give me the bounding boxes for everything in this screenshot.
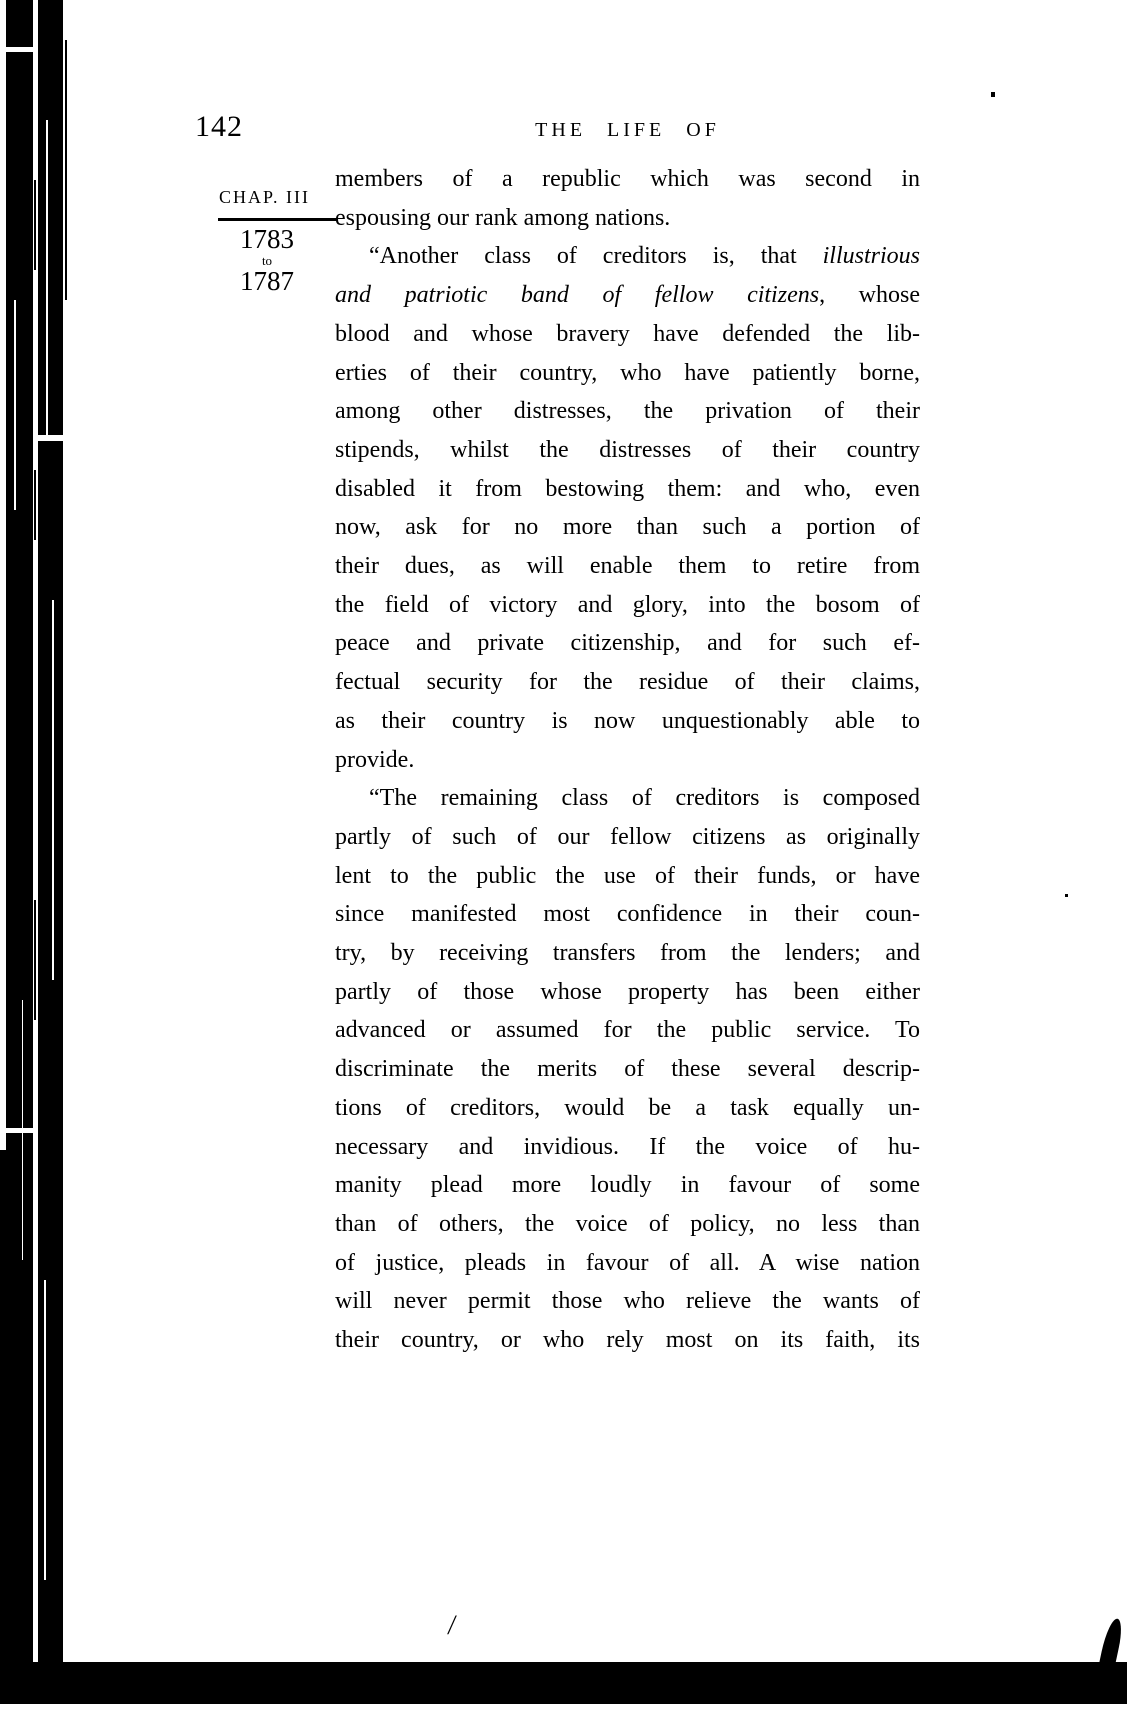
binding-shadow-band [38,0,63,1704]
text-segment: disabled it from bestowing them: and who, even [335,475,920,502]
text-line [335,586,920,625]
text-segment: their dues, as will enable them to retire from [335,553,920,580]
text-line [335,1089,920,1128]
date-to: 1787 [240,266,294,296]
text-segment: tions of creditors, would be a task equally un- [335,1094,920,1121]
text-segment: stipends, whilst the distresses of their country [335,436,920,463]
text-line [335,663,920,702]
binding-shadow-band [0,1150,7,1704]
text-line [335,895,920,934]
binding-shadow-notch [6,1128,33,1133]
bottom-scan-bar [0,1662,1127,1704]
text-segment: advanced or assumed for the public service. To [335,1017,920,1044]
text-segment: discriminate the merits of these several descrip- [335,1056,920,1083]
text-segment: “Another class of creditors is, that [369,243,823,270]
running-head: THE LIFE OF [535,119,720,141]
text-line [335,1050,920,1089]
text-line [335,508,920,547]
text-line [335,818,920,857]
text-line [335,276,920,315]
italic-text-segment: and patriotic band of fellow citizens [335,282,820,309]
binding-shadow-hairline [34,180,36,270]
text-segment: provide. [335,746,415,773]
binding-shadow-hairline [65,40,67,300]
text-segment: lent to the public the use of their funds, or have [335,862,920,889]
text-segment: now, ask for no more than such a portion of [335,514,920,541]
text-segment: necessary and invidious. If the voice of hu- [335,1133,920,1160]
text-line [335,973,920,1012]
body-text [335,160,920,1360]
chapter-label: CHAP. III [219,187,311,207]
binding-shadow-hairline [34,900,36,1020]
binding-shadow-streak [52,600,54,980]
text-segment: blood and whose bravery have defended the lib- [335,320,920,347]
text-segment: , whose [819,282,921,309]
text-segment: “The remaining class of creditors is composed [369,785,920,812]
text-segment: members of a republic which was second in [335,166,920,192]
stray-slash-mark: / [446,1610,458,1641]
chapter-rule [218,218,337,221]
text-line [335,1205,920,1244]
text-segment: erties of their country, who have patiently borne, [335,359,920,386]
text-segment: partly of such of our fellow citizens as originally [335,823,920,850]
text-line [335,779,920,818]
text-line [335,1321,920,1360]
text-line [335,547,920,586]
text-line [335,1128,920,1167]
date-from: 1783 [240,224,294,254]
text-line [335,1282,920,1321]
binding-shadow-notch [38,435,63,441]
text-line [335,315,920,354]
ink-speck [1065,894,1068,897]
text-line [335,354,920,393]
text-segment: try, by receiving transfers from the lenders; and [335,940,920,967]
binding-shadow-streak [44,1280,46,1580]
text-line [335,199,920,238]
date-connector: to [261,253,273,268]
binding-shadow-streak [46,120,48,440]
text-segment: the field of victory and glory, into the bosom of [335,591,920,618]
text-line [335,624,920,663]
text-segment: as their country is now unquestionably able to [335,707,920,734]
text-line [335,857,920,896]
text-line [335,934,920,973]
text-line [335,1244,920,1283]
text-line [335,392,920,431]
text-segment: partly of those whose property has been either [335,978,920,1005]
text-segment: espousing our rank among nations. [335,204,671,231]
page-number: 142 [195,110,243,143]
text-line [335,237,920,276]
text-segment: peace and private citizenship, and for such ef- [335,630,920,657]
text-line [335,1011,920,1050]
text-line [335,1166,920,1205]
binding-shadow-notch [6,47,33,52]
text-segment: of justice, pleads in favour of all. A wise nation [335,1249,920,1276]
text-segment: will never permit those who relieve the wants of [335,1288,920,1315]
binding-shadow-band [6,0,33,1704]
italic-text-segment: illustrious [822,243,920,270]
text-line [335,741,920,780]
text-segment: among other distresses, the privation of their [335,398,920,425]
text-segment: fectual security for the residue of their claims, [335,669,920,696]
text-segment: than of others, the voice of policy, no less than [335,1210,920,1237]
text-line [335,702,920,741]
text-segment: since manifested most confidence in their coun- [335,901,920,928]
date-range [228,226,306,295]
binding-shadow-streak [14,300,16,510]
text-segment: manity plead more loudly in favour of some [335,1172,920,1199]
ink-speck [991,92,995,97]
text-line [335,431,920,470]
text-segment: their country, or who rely most on its faith, its [335,1327,920,1354]
binding-shadow-hairline [34,470,36,540]
text-line [335,160,920,199]
text-line [335,470,920,509]
